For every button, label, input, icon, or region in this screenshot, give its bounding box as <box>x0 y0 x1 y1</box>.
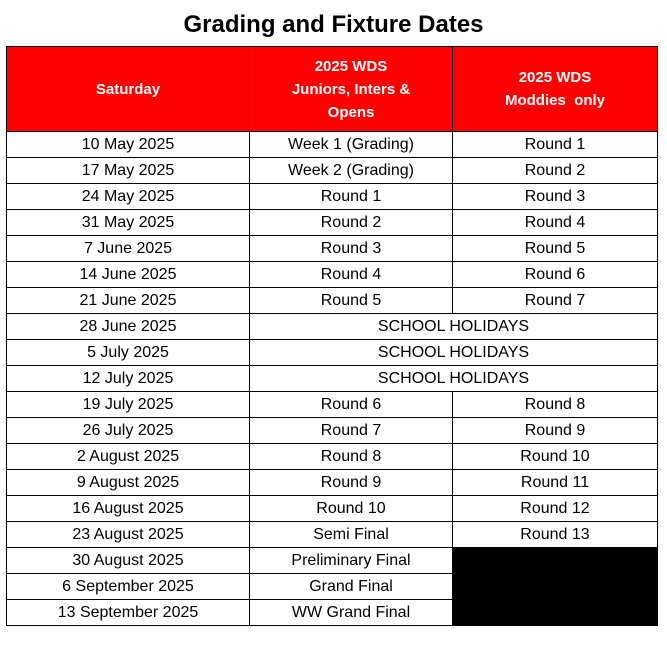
header-moddies-line1: 2025 WDS <box>518 69 592 86</box>
table-row <box>7 262 658 288</box>
table-row <box>7 522 658 548</box>
table-row <box>7 418 658 444</box>
table-header-row <box>7 47 658 132</box>
table-row <box>7 340 658 366</box>
table-row <box>7 236 658 262</box>
moddies-round-cell: Round 3 <box>453 184 658 210</box>
table-row <box>7 158 658 184</box>
juniors-round-cell: Preliminary Final <box>250 548 453 574</box>
date-cell: 30 August 2025 <box>7 548 250 574</box>
table-row <box>7 184 658 210</box>
moddies-round-cell: Round 5 <box>453 236 658 262</box>
date-cell: 26 July 2025 <box>7 418 250 444</box>
moddies-round-cell: Round 9 <box>453 418 658 444</box>
date-cell: 9 August 2025 <box>7 470 250 496</box>
moddies-round-cell: Round 7 <box>453 288 658 314</box>
date-cell: 23 August 2025 <box>7 522 250 548</box>
header-juniors-line3: Opens <box>327 103 375 121</box>
moddies-round-cell: Round 11 <box>453 470 658 496</box>
juniors-round-cell: Round 9 <box>250 470 453 496</box>
juniors-round-cell: Round 6 <box>250 392 453 418</box>
juniors-round-cell: Round 8 <box>250 444 453 470</box>
date-cell: 31 May 2025 <box>7 210 250 236</box>
date-cell: 10 May 2025 <box>7 132 250 158</box>
school-holidays-cell: SCHOOL HOLIDAYS <box>250 340 658 366</box>
date-cell: 2 August 2025 <box>7 444 250 470</box>
header-saturday <box>7 47 250 132</box>
header-moddies-word: Moddies <box>504 92 566 109</box>
table-row <box>7 548 658 574</box>
table-row <box>7 210 658 236</box>
moddies-round-cell: Round 4 <box>453 210 658 236</box>
moddies-round-cell: Round 8 <box>453 392 658 418</box>
fixture-table-body <box>7 132 658 626</box>
date-cell: 6 September 2025 <box>7 574 250 600</box>
table-row <box>7 392 658 418</box>
date-cell: 28 June 2025 <box>7 314 250 340</box>
table-row <box>7 314 658 340</box>
juniors-round-cell: Week 1 (Grading) <box>250 132 453 158</box>
header-moddies <box>453 47 658 132</box>
juniors-round-cell: Semi Final <box>250 522 453 548</box>
juniors-round-cell: Round 5 <box>250 288 453 314</box>
date-cell: 24 May 2025 <box>7 184 250 210</box>
table-row <box>7 496 658 522</box>
header-juniors-line2: Juniors, Inters & <box>291 80 411 98</box>
juniors-round-cell: Round 7 <box>250 418 453 444</box>
moddies-round-cell: Round 1 <box>453 132 658 158</box>
date-cell: 7 June 2025 <box>7 236 250 262</box>
table-row <box>7 444 658 470</box>
school-holidays-cell: SCHOOL HOLIDAYS <box>250 366 658 392</box>
school-holidays-cell: SCHOOL HOLIDAYS <box>250 314 658 340</box>
juniors-round-cell: WW Grand Final <box>250 600 453 626</box>
header-juniors-line1: 2025 WDS <box>314 57 388 75</box>
date-cell: 16 August 2025 <box>7 496 250 522</box>
date-cell: 5 July 2025 <box>7 340 250 366</box>
juniors-round-cell: Round 4 <box>250 262 453 288</box>
moddies-round-cell: Round 6 <box>453 262 658 288</box>
juniors-round-cell: Round 2 <box>250 210 453 236</box>
table-row <box>7 132 658 158</box>
header-moddies-only: only <box>574 92 606 109</box>
juniors-round-cell: Round 10 <box>250 496 453 522</box>
table-row <box>7 366 658 392</box>
blackout-cell <box>453 548 658 626</box>
page-title: Grading and Fixture Dates <box>183 11 484 38</box>
table-row <box>7 470 658 496</box>
juniors-round-cell: Week 2 (Grading) <box>250 158 453 184</box>
date-cell: 19 July 2025 <box>7 392 250 418</box>
date-cell: 13 September 2025 <box>7 600 250 626</box>
juniors-round-cell: Round 3 <box>250 236 453 262</box>
header-saturday-label: Saturday <box>95 80 161 98</box>
date-cell: 14 June 2025 <box>7 262 250 288</box>
date-cell: 17 May 2025 <box>7 158 250 184</box>
juniors-round-cell: Round 1 <box>250 184 453 210</box>
header-juniors-inters-opens <box>250 47 453 132</box>
moddies-round-cell: Round 10 <box>453 444 658 470</box>
moddies-round-cell: Round 2 <box>453 158 658 184</box>
moddies-round-cell: Round 12 <box>453 496 658 522</box>
date-cell: 21 June 2025 <box>7 288 250 314</box>
fixture-table <box>6 46 658 626</box>
moddies-round-cell: Round 13 <box>453 522 658 548</box>
table-row <box>7 288 658 314</box>
juniors-round-cell: Grand Final <box>250 574 453 600</box>
date-cell: 12 July 2025 <box>7 366 250 392</box>
